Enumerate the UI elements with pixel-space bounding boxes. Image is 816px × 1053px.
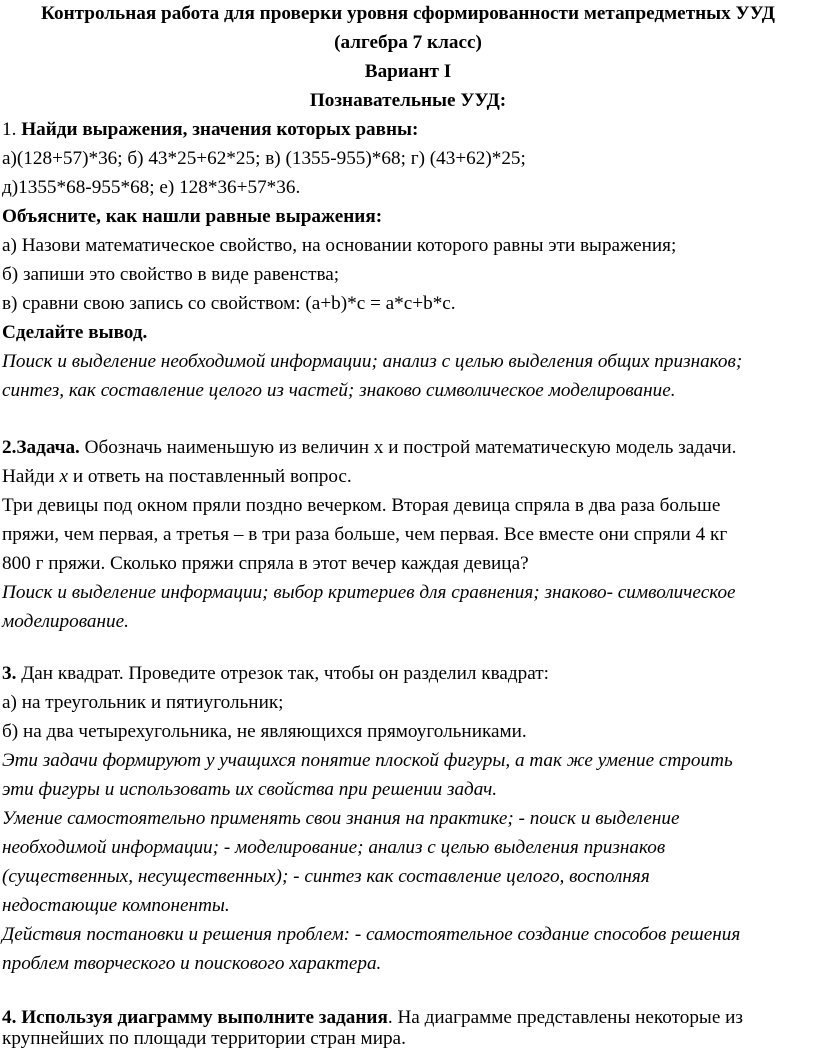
task1-expressions-a: а)(128+57)*36; б) 43*25+62*25; в) (1355-955)*68; г) (43+62)*25; <box>2 148 526 169</box>
task3-item-b: б) на два четырехугольника, не являющихся прямоугольниками. <box>2 721 527 742</box>
task1-explain-c: в) сравни свою запись со свойством: (a+b)*c = a*c+b*c. <box>2 293 456 314</box>
task2-problem-3: 800 г пряжи. Сколько пряжи спряла в этот вечер каждая девица? <box>2 553 529 574</box>
task3-skills-3: (существенных, несущественных); - синтез как составление целого, восполняя <box>2 866 650 887</box>
task3-actions-2: проблем творческого и поискового характера. <box>2 953 382 974</box>
task1-skills-2: синтез, как составление целого из частей; знаково символическое моделирование. <box>2 380 676 401</box>
task3-note-2: эти фигуры и использовать их свойства при решении задач. <box>2 779 498 800</box>
task4-heading: 4. Используя диаграмму выполните задания. На диаграмме представлены некоторые из <box>2 1007 743 1028</box>
task1-explain-b: б) запиши это свойство в виде равенства; <box>2 264 340 285</box>
task3-skills-4: недостающие компоненты. <box>2 895 230 916</box>
title-line-2: (алгебра 7 класс) <box>334 32 482 53</box>
task3-actions-1: Действия постановки и решения проблем: - самостоятельное создание способов решения <box>2 924 741 945</box>
task3-item-a: а) на треугольник и пятиугольник; <box>2 692 284 713</box>
task1-heading: 1. Найди выражения, значения которых равны: <box>2 119 419 140</box>
section-heading: Познавательные УУД: <box>309 90 507 111</box>
task1-explain-heading: Объясните, как нашли равные выражения: <box>2 206 383 227</box>
task1-expressions-d: д)1355*68-955*68; е) 128*36+57*36. <box>2 177 301 198</box>
task2-problem-2: пряжи, чем первая, а третья – в три раза больше, чем первая. Все вместе они спряли 4 кг <box>2 524 728 545</box>
task2-problem-1: Три девицы под окном пряли поздно вечерком. Вторая девица спряла в два раза больше <box>2 495 721 516</box>
task3-skills-2: необходимой информации; - моделирование; анализ с целью выделения признаков <box>2 837 666 858</box>
task3-skills-1: Умение самостоятельно применять свои знания на практике; - поиск и выделение <box>2 808 680 829</box>
task1-conclusion: Сделайте вывод. <box>2 322 148 343</box>
task4-line-2: крупнейших по площади территории стран мира. <box>2 1028 406 1049</box>
task3-heading: 3. Дан квадрат. Проведите отрезок так, чтобы он разделил квадрат: <box>2 663 549 684</box>
task1-skills-1: Поиск и выделение необходимой информации; анализ с целью выделения общих признаков; <box>2 351 743 372</box>
task3-note-1: Эти задачи формируют у учащихся понятие плоской фигуры, а так же умение строить <box>2 750 733 771</box>
task1-explain-a: а) Назови математическое свойство, на основании которого равны эти выражения; <box>2 235 677 256</box>
task2-heading: 2.Задача. Обозначь наименьшую из величин х и построй математическую модель задачи. <box>2 437 737 458</box>
variant-heading: Вариант I <box>364 61 452 82</box>
task2-skills-2: моделирование. <box>2 611 129 632</box>
title-line-1: Контрольная работа для проверки уровня сформированности метапредметных УУД <box>41 3 775 24</box>
task2-skills-1: Поиск и выделение информации; выбор критериев для сравнения; знаково- символическое <box>2 582 736 603</box>
task2-line-2: Найди x и ответь на поставленный вопрос. <box>2 466 352 487</box>
